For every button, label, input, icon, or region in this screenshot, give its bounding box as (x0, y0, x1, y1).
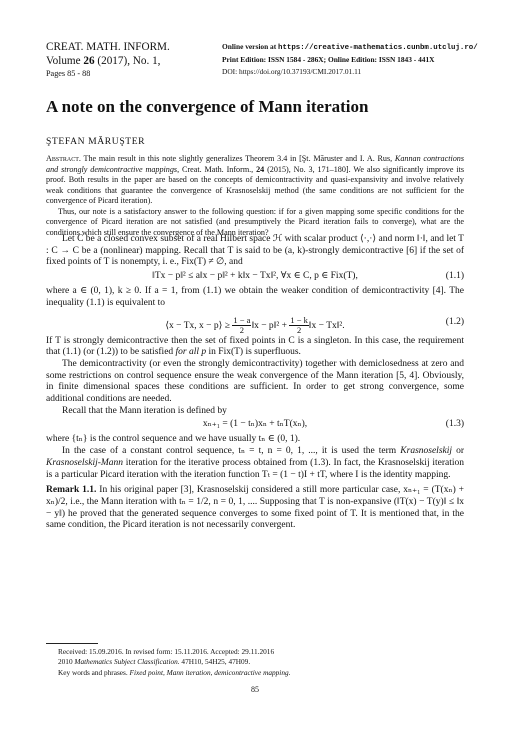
abstract-paragraph: Thus, our note is a satisfactory answer to the following question: if for a given mapping some specific conditions for the convergence of Picard iteration are not satisfied (and presumptively the Picard iteration fails to converge), what are the conditions which still ensure the convergence of the Mann iteration? (46, 206, 464, 237)
abstract-label: Abstract. (46, 154, 81, 163)
fraction: $\frac{1 - a}{2}$ (233, 314, 251, 336)
equation-number: (1.3) (445, 419, 464, 430)
journal-volume: Volume 26 (2017), No. 1, (46, 55, 161, 67)
paragraph: where a ∈ (0, 1), k ≥ 0. If a = 1, from (1.1) we obtain the weaker condition of demicontractivity [4]. The inequality (1.1) is equivalent to (46, 286, 464, 308)
remark-label: Remark 1.1. (46, 485, 97, 496)
footnote (46, 647, 464, 678)
remark-1-1: Remark 1.1. In his original paper [3], Krasnoselskij considered a still more particular case, xₙ₊₁ = (T(xₙ) + xₙ)/2, i.e., the Mann iteration with tₙ = 1/2, n = 0, 1, .... Supposing that T is non-expansive (‖T(x) − T(y)‖ ≤ ‖x − y‖) he proved that the generated sequence converges to some fixed point of T. It is mentioned that, in the same condition, the Picard iteration is not necessarily convergent. (46, 485, 464, 531)
footnote-divider (46, 643, 98, 644)
publication-info (222, 41, 478, 77)
equation-1-1 (46, 270, 464, 285)
equation-formula: ‖Tx − p‖² ≤ a‖x − p‖² + k‖x − Tx‖², ∀x ∈ C, p ∈ Fix(T), (152, 271, 358, 282)
abstract-paragraph: Abstract. The main result in this note slightly generalizes Theorem 3.4 in [Şt. Măruster and I. A. Rus, Kannan contractions and strongly demicontractive mappings, Creat. Math. Inform., 24 (2015), No. 3, 171–180]. We also significantly improve its proof. Both results in the paper are based on the concepts of demicontractivity and quasi-expansivity and involve relatively weak conditions that guarantee the convergence of Krasnoselskij method (the same conditions are not sufficient for the convergence of Picard iteration). (46, 154, 464, 206)
keywords: Key words and phrases. Fixed point, Mann iteration, demicontractive mapping. (58, 667, 291, 677)
doi-line[interactable]: DOI: https://doi.org/10.37193/CMI.2017.01.11 (222, 66, 362, 76)
journal-name: CREAT. MATH. INFORM. (46, 41, 170, 53)
equation-number: (1.2) (445, 316, 464, 327)
page-range: Pages 85 - 88 (46, 69, 91, 78)
issn-line: Print Edition: ISSN 1584 - 286X; Online Edition: ISSN 1843 - 441X (222, 55, 435, 65)
paragraph: If T is strongly demicontractive then the set of fixed points in C is a singleton. In this case, the requirement that (1.1) (or (1.2)) to be satisfied for all p in Fix(T) is superfluous. (46, 335, 464, 358)
paragraph: Recall that the Mann iteration is defined by (62, 405, 227, 416)
cited-title: Kannan contractions and strongly demicontractive mappings (46, 154, 464, 174)
main-text (46, 234, 464, 532)
msc-classification: 2010 Mathematics Subject Classification. 47H10, 54H25, 47H09. (58, 657, 251, 667)
equation-formula: ⟨x − Tx, x − p⟩ ≥ $\frac{1 - a}{2}$ ‖x − p‖² + $\frac{1 - k}{2}$ ‖x − Tx‖². (165, 314, 345, 336)
equation-1-3 (46, 418, 464, 433)
equation-number: (1.1) (445, 271, 464, 282)
equation-1-2 (46, 311, 464, 335)
paper-title: A note on the convergence of Mann iteration (46, 97, 369, 116)
paragraph: where {tₙ} is the control sequence and we have usually tₙ ∈ (0, 1). (46, 434, 301, 445)
fraction: $\frac{1 - k}{2}$ (290, 314, 308, 336)
online-version: Online version at https://creative-mathematics.cunbm.utcluj.ro/ (222, 42, 478, 52)
author-name: ŞTEFAN MĂRUŞTER (46, 136, 146, 147)
received-dates: Received: 15.09.2016. In revised form: 15.11.2016. Accepted: 29.11.2016 (58, 647, 275, 656)
journal-url[interactable]: https://creative-mathematics.cunbm.utcluj.ro/ (278, 44, 478, 52)
abstract (46, 154, 464, 238)
paragraph: Let C be a closed convex subset of a real Hilbert space ℋ with scalar product ⟨·,·⟩ and norm ‖·‖, and let T : C → C be a (nonlinear) mapping. Recall that T is said to be (a, k)-strongly demicontractive [6] if the set of fixed points of T is nonempty, i. e., Fix(T) ≠ ∅, and (46, 234, 464, 268)
equation-formula: xₙ₊₁ = (1 − tₙ)xₙ + tₙT(xₙ), (202, 419, 308, 430)
paragraph: The demicontractivity (or even the strongly demicontractivity) together with demiclosedness at zero and some restrictions on control sequence ensure the weak convergence of the Mann iteration [5, 4]. Obviously, in finite dimensional spaces these conditions are sufficient. In order to get strong convergence, some additional conditions are needed. (46, 358, 464, 405)
page-number: 85 (251, 685, 259, 694)
volume-number: 26 (83, 55, 95, 67)
journal-header (46, 40, 170, 80)
paragraph: In the case of a constant control sequence, tₙ = t, n = 0, 1, ..., it is used the term Krasnoselskij or Krasnoselskij-Mann iteration for the iterative process obtained from (1.3). In fact, the Krasnoselskij iteration is a particular Picard iteration with the iteration function Tₜ = (1 − t)I + tT, where I is the identity mapping. (46, 446, 465, 480)
